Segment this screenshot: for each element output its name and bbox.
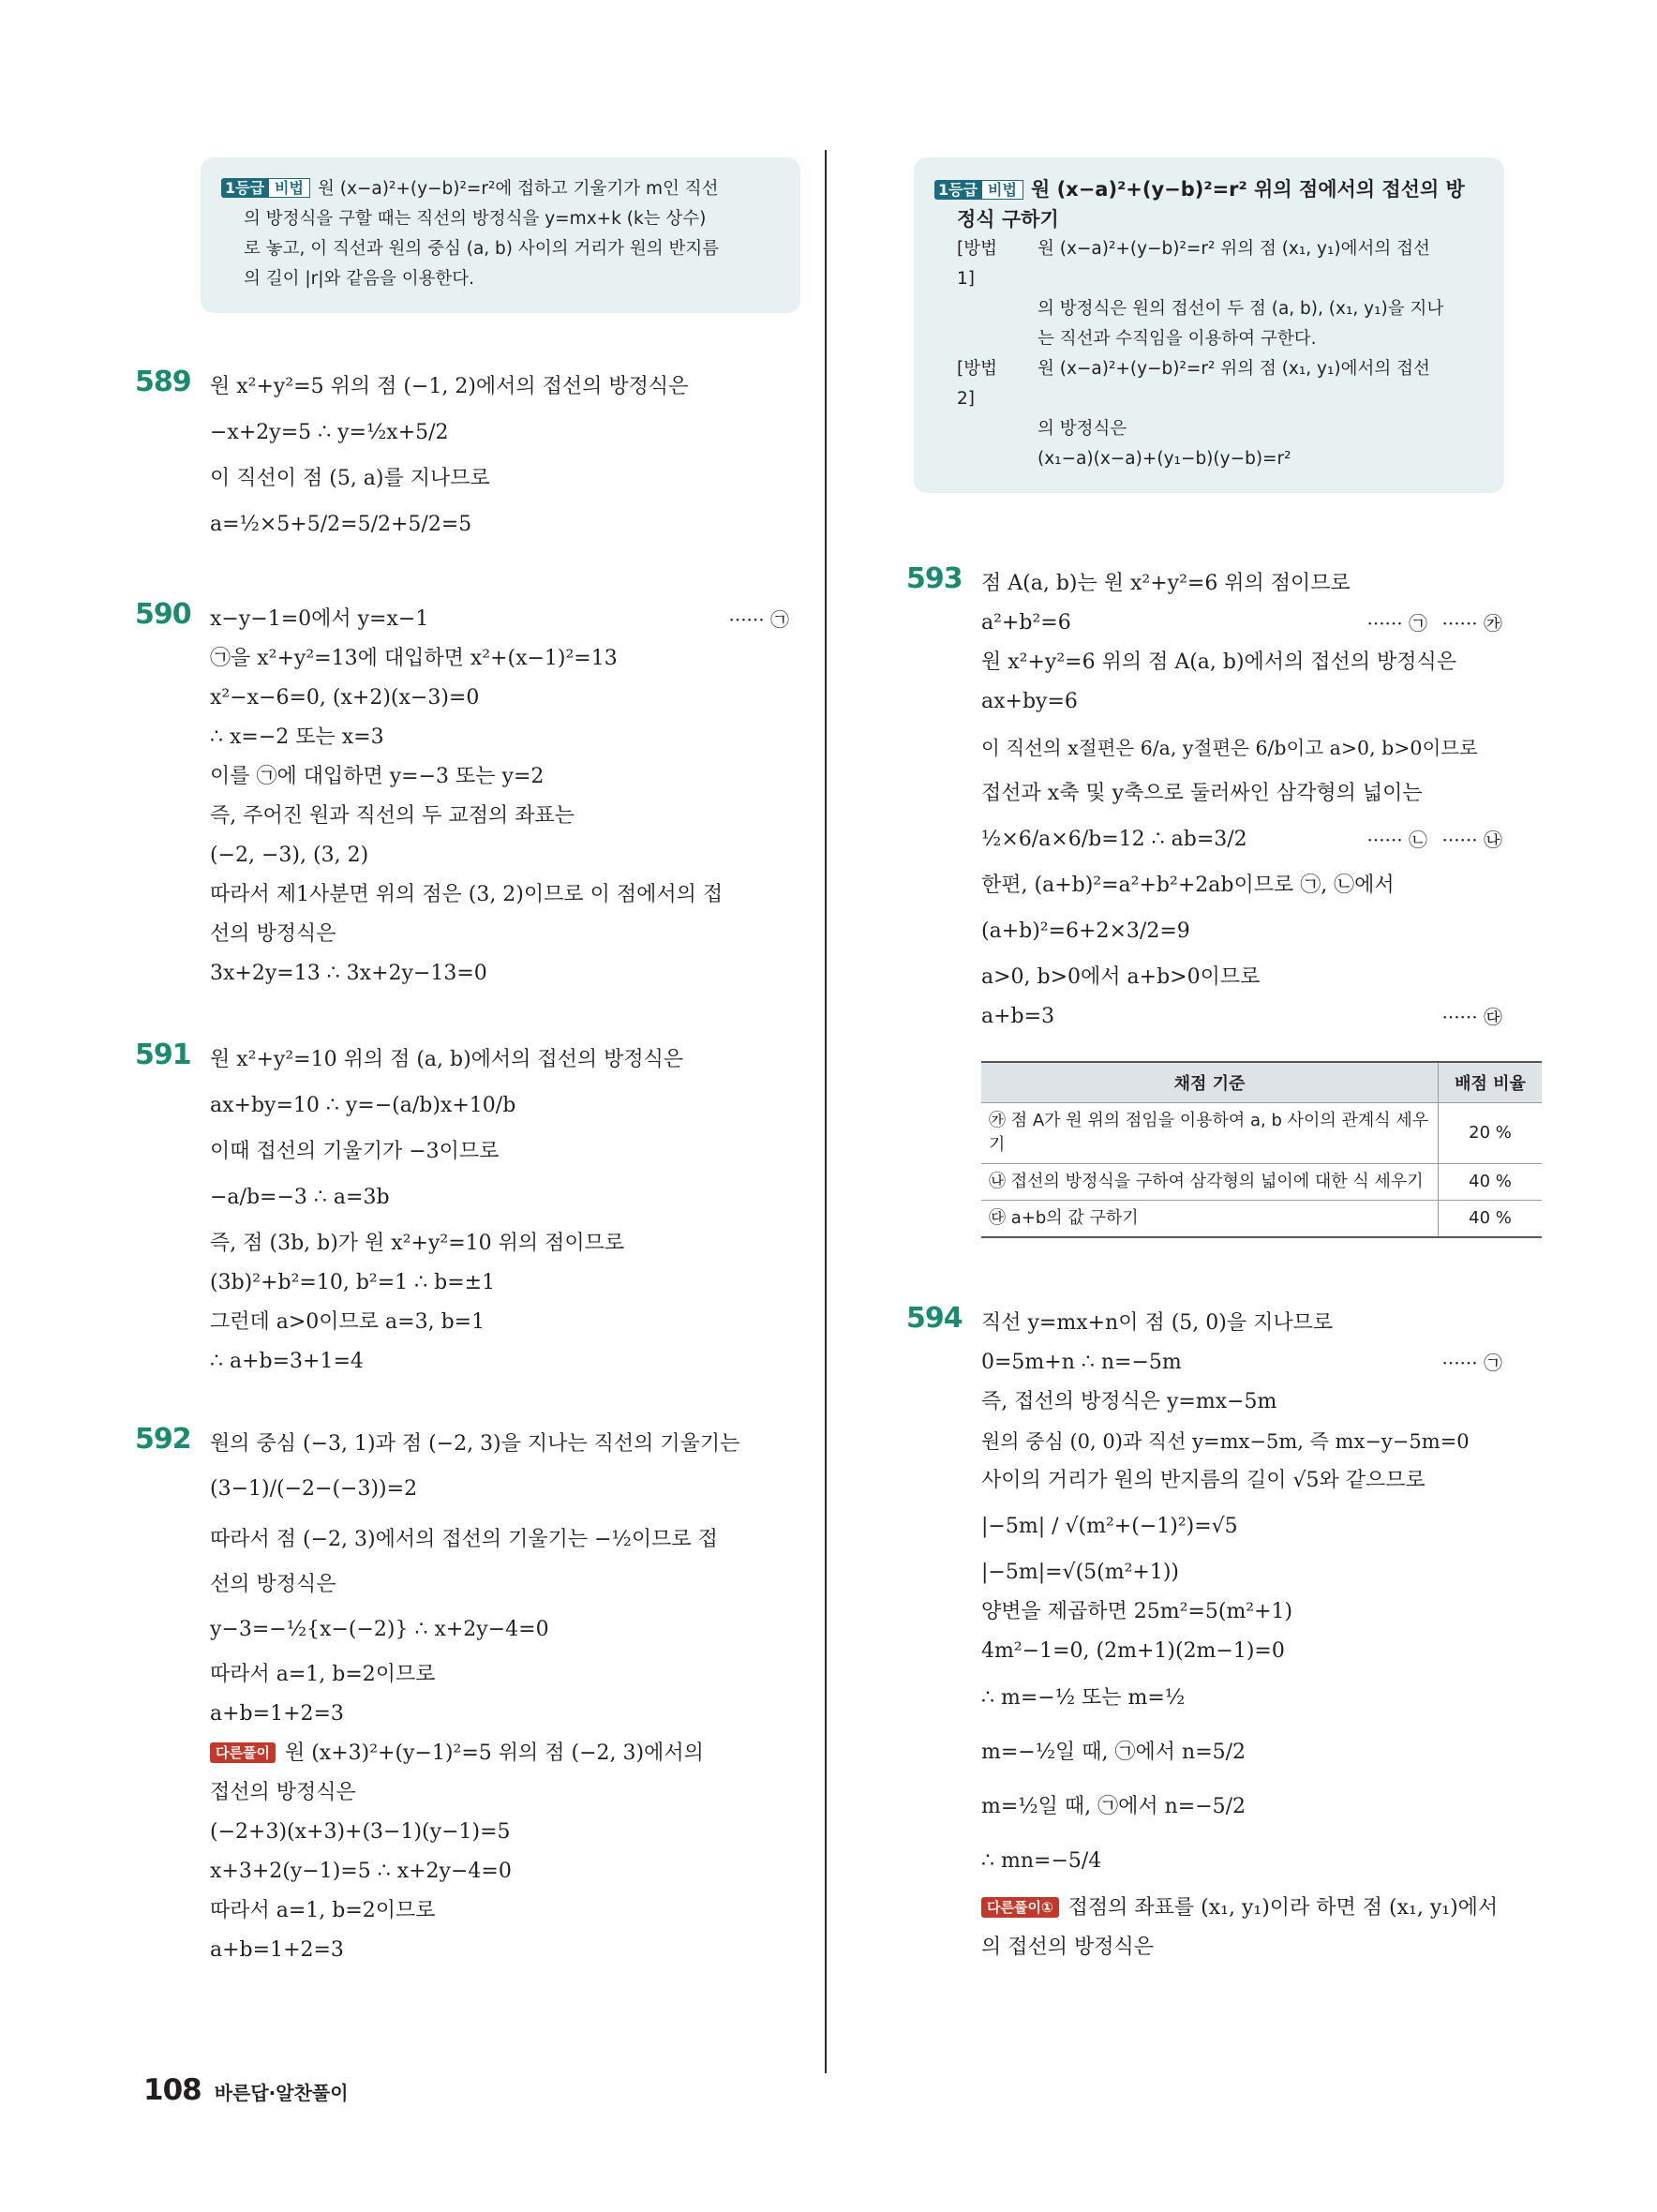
- problem-number: 590: [135, 598, 191, 631]
- method-label: [방법 1]: [957, 239, 997, 289]
- table-header: 채점 기준: [981, 1062, 1439, 1103]
- solution-line: (−2+3)(x+3)+(3−1)(y−1)=5: [210, 1820, 511, 1844]
- tip-line: 의 길이 |r|와 같음을 이용한다.: [244, 269, 475, 289]
- equation-marker: ······ ㉠: [1441, 1352, 1502, 1374]
- solution-line: (3b)²+b²=10, b²=1 ∴ b=±1: [210, 1271, 496, 1294]
- solution-line: 이 직선의 x절편은 6/a, y절편은 6/b이고 a>0, b>0이므로: [981, 737, 1478, 759]
- solution-line: 따라서 점 (−2, 3)에서의 접선의 기울기는 −½이므로 접: [210, 1528, 718, 1551]
- solution-line: 직선 y=mx+n이 점 (5, 0)을 지나므로: [981, 1311, 1334, 1335]
- solution-line: x+3+2(y−1)=5 ∴ x+2y−4=0: [210, 1860, 512, 1883]
- column-divider: [825, 150, 827, 2073]
- table-row: [981, 1103, 1542, 1164]
- problem-number: 594: [906, 1302, 963, 1335]
- solution-line: 사이의 거리가 원의 반지름의 길이 √5와 같으므로: [981, 1469, 1426, 1492]
- solution-line: 원 x²+y²=5 위의 점 (−1, 2)에서의 접선의 방정식은: [210, 375, 689, 398]
- solution-line: −a/b=−3 ∴ a=3b: [210, 1186, 390, 1209]
- table-cell: 20 %: [1439, 1103, 1543, 1164]
- solution-line: ½×6/a×6/b=12 ∴ ab=3/2: [981, 828, 1247, 851]
- solution-line: (3−1)/(−2−(−3))=2: [210, 1477, 418, 1501]
- solution-line: 따라서 a=1, b=2이므로: [210, 1663, 436, 1686]
- table-header-row: [981, 1062, 1542, 1103]
- problem-number: 589: [135, 366, 191, 398]
- tip-line: 로 놓고, 이 직선과 원의 중심 (a, b) 사이의 거리가 원의 반지름: [244, 239, 720, 259]
- solution-line: 그런데 a>0이므로 a=3, b=1: [210, 1310, 485, 1334]
- solution-line: ax+by=6: [981, 690, 1078, 713]
- score-marker: ······ ㉮: [1441, 612, 1502, 635]
- solution-line: 원의 중심 (−3, 1)과 점 (−2, 3)을 지나는 직선의 기울기는: [210, 1432, 740, 1456]
- table-cell: ㉮ 점 A가 원 위의 점임을 이용하여 a, b 사이의 관계식 세우기: [981, 1103, 1439, 1164]
- tip-line: 의 방정식은: [1037, 419, 1127, 439]
- solution-line: 선의 방정식은: [210, 922, 336, 946]
- solution-line: 따라서 a=1, b=2이므로: [210, 1899, 436, 1922]
- right-column: [906, 157, 1526, 1967]
- table-row: [981, 1164, 1542, 1201]
- solution-line: 0=5m+n ∴ n=−5m: [981, 1351, 1182, 1374]
- page-number: 108: [143, 2073, 202, 2107]
- solution-line: a>0, b>0에서 a+b>0이므로: [981, 965, 1261, 989]
- tip-line: 의 방정식을 구할 때는 직선의 방정식을 y=mx+k (k는 상수): [244, 209, 707, 229]
- solution-line: a+b=1+2=3: [210, 1938, 344, 1962]
- tip-line: 원 (x−a)²+(y−b)²=r² 위의 점 (x₁, y₁)에서의 접선: [1037, 239, 1430, 259]
- table-cell: ㉯ 접선의 방정식을 구하여 삼각형의 넓이에 대한 식 세우기: [981, 1164, 1439, 1201]
- solution-line: x−y−1=0에서 y=x−1: [210, 607, 429, 631]
- solution-line: |−5m|=√(5(m²+1)): [981, 1561, 1180, 1584]
- tip-title: 원 (x−a)²+(y−b)²=r² 위의 점에서의 접선의 방: [1030, 178, 1465, 201]
- book-title: 바른답·알찬풀이: [214, 2082, 349, 2104]
- solution-line: 즉, 점 (3b, b)가 원 x²+y²=10 위의 점이므로: [210, 1232, 625, 1255]
- solution-line: 원 (x+3)²+(y−1)²=5 위의 점 (−2, 3)에서의: [284, 1741, 704, 1765]
- solution-line: 따라서 제1사분면 위의 점은 (3, 2)이므로 이 점에서의 접: [210, 883, 724, 906]
- problem-594: [906, 1302, 1502, 1967]
- tip-line: 는 직선과 수직임을 이용하여 구한다.: [1037, 329, 1317, 349]
- problem-number: 591: [135, 1039, 191, 1071]
- problem-593: [906, 562, 1526, 1238]
- table-cell: 40 %: [1439, 1164, 1543, 1201]
- equation-marker: ······ ㉡: [1366, 829, 1427, 851]
- solution-line: a+b=1+2=3: [210, 1702, 344, 1726]
- left-column: [135, 157, 789, 1970]
- solution-line: 원의 중심 (0, 0)과 직선 y=mx−5m, 즉 mx−y−5m=0: [981, 1430, 1470, 1453]
- solution-line: (−2, −3), (3, 2): [210, 844, 369, 867]
- tip-line: 원 (x−a)²+(y−b)²=r² 위의 점 (x₁, y₁)에서의 접선: [1037, 359, 1430, 379]
- score-marker: ······ ㉰: [1441, 1006, 1502, 1028]
- tip-line: (x₁−a)(x−a)+(y₁−b)(y−b)=r²: [1037, 449, 1291, 469]
- solution-line: 이때 접선의 기울기가 −3이므로: [210, 1140, 500, 1163]
- solution-line: ∴ a+b=3+1=4: [210, 1350, 364, 1373]
- page-footer: [143, 2073, 349, 2107]
- solution-line: 4m²−1=0, (2m+1)(2m−1)=0: [981, 1639, 1285, 1663]
- solution-line: ∴ x=−2 또는 x=3: [210, 725, 384, 749]
- solution-line: ax+by=10 ∴ y=−(a/b)x+10/b: [210, 1094, 516, 1117]
- solution-line: 3x+2y=13 ∴ 3x+2y−13=0: [210, 962, 487, 985]
- problem-number: 592: [135, 1423, 191, 1456]
- tip-tag: 1등급 비법: [221, 178, 310, 199]
- alt-solution-tag: 다른풀이: [210, 1742, 276, 1763]
- solution-line: 접선의 방정식은: [210, 1781, 356, 1804]
- alt-solution-tag: 다른풀이①: [981, 1897, 1059, 1918]
- equation-marker: ······ ㉠: [1366, 612, 1427, 635]
- table-row: [981, 1201, 1542, 1238]
- solution-line: m=½일 때, ㉠에서 n=−5/2: [981, 1795, 1246, 1818]
- solution-line: 이를 ㉠에 대입하면 y=−3 또는 y=2: [210, 765, 545, 788]
- table-cell: ㉰ a+b의 값 구하기: [981, 1201, 1439, 1238]
- solution-line: ∴ m=−½ 또는 m=½: [981, 1686, 1186, 1710]
- problem-590: [135, 598, 789, 994]
- problem-592: [135, 1423, 789, 1970]
- problem-number: 593: [906, 562, 963, 595]
- solution-line: 원 x²+y²=10 위의 점 (a, b)에서의 접선의 방정식은: [210, 1048, 684, 1071]
- solution-line: a=½×5+5/2=5/2+5/2=5: [210, 513, 472, 536]
- tip-box-left: [201, 157, 800, 313]
- score-marker: ······ ㉯: [1441, 829, 1502, 851]
- solution-line: 양변을 제곱하면 25m²=5(m²+1): [981, 1600, 1293, 1623]
- solution-line: 접점의 좌표를 (x₁, y₁)이라 하면 점 (x₁, y₁)에서: [1067, 1896, 1499, 1920]
- solution-line: ∴ mn=−5/4: [981, 1849, 1102, 1873]
- tip-line: 의 방정식은 원의 접선이 두 점 (a, b), (x₁, y₁)을 지나: [1037, 299, 1444, 319]
- problem-589: [135, 366, 789, 551]
- grading-table: [981, 1061, 1542, 1238]
- tip-title: 정식 구하기: [957, 208, 1059, 231]
- solution-line: 한편, (a+b)²=a²+b²+2ab이므로 ㉠, ㉡에서: [981, 874, 1395, 897]
- solution-line: ㉠을 x²+y²=13에 대입하면 x²+(x−1)²=13: [210, 647, 618, 670]
- solution-line: (a+b)²=6+2×3/2=9: [981, 919, 1190, 943]
- table-cell: 40 %: [1439, 1201, 1543, 1238]
- table-header: 배점 비율: [1439, 1062, 1543, 1103]
- problem-591: [135, 1039, 789, 1382]
- tip-box-right: [914, 157, 1504, 493]
- solution-line: 선의 방정식은: [210, 1573, 336, 1596]
- solution-line: 즉, 접선의 방정식은 y=mx−5m: [981, 1390, 1277, 1413]
- solution-line: 점 A(a, b)는 원 x²+y²=6 위의 점이므로: [981, 572, 1351, 595]
- solution-line: y−3=−½{x−(−2)} ∴ x+2y−4=0: [210, 1618, 549, 1641]
- tip-line: 원 (x−a)²+(y−b)²=r²에 접하고 기울기가 m인 직선: [317, 179, 719, 199]
- solution-line: |−5m| / √(m²+(−1)²)=√5: [981, 1515, 1238, 1538]
- solution-line: 이 직선이 점 (5, a)를 지나므로: [210, 467, 490, 490]
- solution-line: m=−½일 때, ㉠에서 n=5/2: [981, 1741, 1246, 1764]
- solution-line: −x+2y=5 ∴ y=½x+5/2: [210, 421, 449, 444]
- solution-line: 의 접선의 방정식은: [981, 1936, 1155, 1959]
- equation-marker: ······ ㉠: [728, 608, 789, 631]
- solution-line: a²+b²=6: [981, 611, 1071, 635]
- solution-line: 즉, 주어진 원과 직선의 두 교점의 좌표는: [210, 804, 575, 828]
- solution-line: x²−x−6=0, (x+2)(x−3)=0: [210, 686, 480, 710]
- solution-line: 접선과 x축 및 y축으로 둘러싸인 삼각형의 넓이는: [981, 782, 1423, 805]
- solution-line: a+b=3: [981, 1005, 1055, 1028]
- tip-tag: 1등급 비법: [934, 180, 1023, 201]
- method-label: [방법 2]: [957, 359, 997, 409]
- solution-line: 원 x²+y²=6 위의 점 A(a, b)에서의 접선의 방정식은: [981, 650, 1457, 674]
